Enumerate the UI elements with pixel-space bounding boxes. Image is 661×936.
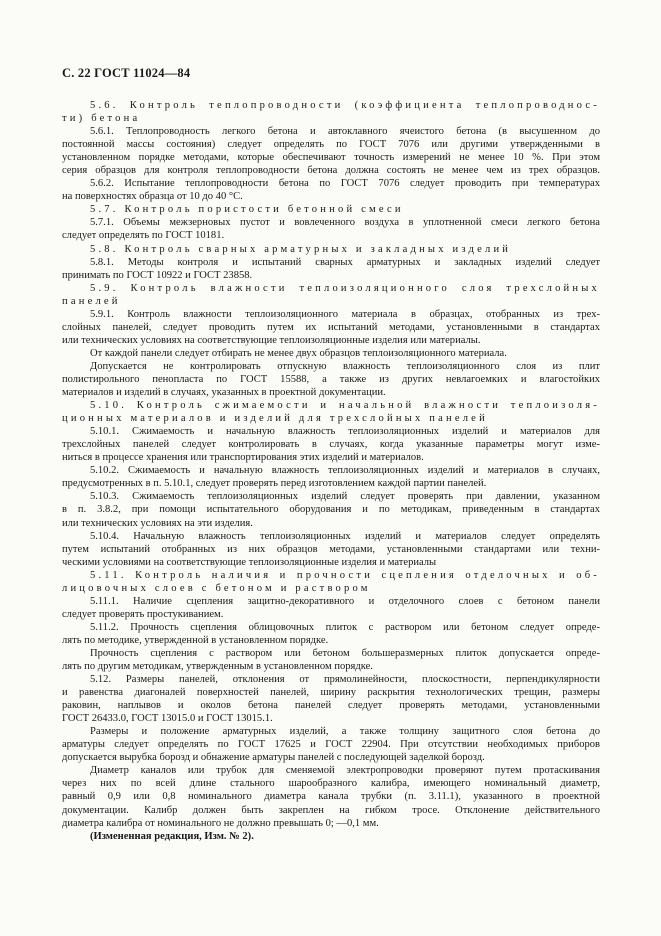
text-line: на поверхностях образца от 10 до 40 °С. xyxy=(62,191,243,203)
page-header: С. 22 ГОСТ 11024—84 xyxy=(62,66,191,80)
text-line: Размеры и положение арматурных изделий, а также толщину защитного слоя бетона до xyxy=(90,726,600,738)
text-line: принимать по ГОСТ 10922 и ГОСТ 23858. xyxy=(62,269,253,281)
text-line: ти) бетона xyxy=(62,113,141,125)
document-body xyxy=(62,99,600,843)
text-line: лицовочных слоев с бетоном и раствором xyxy=(62,582,371,594)
text-line: Допускается не контролировать отпускную влажность теплоизоляционного слоя из плит xyxy=(90,360,600,372)
text-line: 5.10.3. Сжимаемость теплоизоляционных изделий следует проверять при давлении, указанном xyxy=(90,491,600,503)
text-line: ческими условиями на соответствующие теплоизоляционные изделия и материалы xyxy=(62,556,437,568)
text-line: ниться в процессе хранения или транспортирования этих изделий и материалов. xyxy=(62,452,424,464)
text-line: 5.10.4. Начальную влажность теплоизоляционных изделий и материалов следует определять xyxy=(90,530,600,542)
text-line: 5.7. Контроль пористости бетонной смеси xyxy=(90,204,404,216)
text-line: в п. 3.8.2, при помощи испытательного оборудования и по методикам, приведенным в стандартах xyxy=(62,504,600,516)
text-line: и равенства диагоналей поверхностей панелей, ширину раскрытия технологических трещин, размеры xyxy=(62,687,600,699)
text-line: 5.7.1. Объемы межзерновых пустот и вовлеченного воздуха в уплотненной смеси легкого бетона xyxy=(90,217,600,229)
text-line: арматуры следует определять по ГОСТ 17625 и ГОСТ 22904. При отсутствии необходимых приборов xyxy=(62,739,600,751)
text-line: установленном порядке методами, которые обеспечивают точность измерений не менее 10 %. При этом xyxy=(62,152,600,164)
text-line: 5.6. Контроль теплопроводности (коэффициента теплопроводнос- xyxy=(90,100,600,111)
text-line: через них по всей длине стального шарообразного калибра, имеющего номинальный диаметр, xyxy=(62,778,600,790)
text-line: От каждой панели следует отбирать не менее двух образцов теплоизоляционного материала. xyxy=(90,347,507,359)
text-line: лять по другим методикам, утвержденным в установленном порядке. xyxy=(62,661,373,673)
text-line: допускается вырубка борозд и обнажение арматуры панелей с последующей заделкой борозд. xyxy=(62,752,485,764)
text-line: 5.11.2. Прочность сцепления облицовочных плиток с раствором или бетоном следует опреде- xyxy=(90,621,600,633)
text-line: 5.10.1. Сжимаемость и начальную влажность теплоизоляционных изделий и материалов для xyxy=(90,426,600,438)
text-line: 5.11.1. Наличие сцепления защитно-декоративного и отделочного слоев с бетоном панели xyxy=(90,595,600,607)
text-line: 5.8. Контроль сварных арматурных и закладных изделий xyxy=(90,243,512,255)
text-line: постоянной массы состояния) следует определять по ГОСТ 7076 или другими утвержденными в xyxy=(62,139,600,151)
text-line: ционных материалов и изделий для трехслойных панелей xyxy=(62,413,488,425)
text-line: материалов и изделий в случаях, указанных в проектной документации. xyxy=(62,387,386,399)
text-line: 5.10.2. Сжимаемость и начальную влажность теплоизоляционных изделий и материалов в случаях, xyxy=(90,465,600,477)
text-line: раковин, наплывов и околов бетона панелей следует проверять методами, установленными xyxy=(62,700,600,712)
text-line: Диаметр каналов или трубок для сменяемой электропроводки проверяют путем протаскивания xyxy=(90,765,600,777)
text-line: или технических условиях на эти изделия. xyxy=(62,517,253,529)
text-line: равный 0,9 или 0,8 номинального диаметра канала трубки (п. 3.11.1), указанного в проектной xyxy=(62,791,600,803)
text-line: диаметра калибра от номинального не должно превышать 0; —0,1 мм. xyxy=(62,817,379,829)
text-line: полистирольного пенопласта по ГОСТ 15588, а также из других невлагоемких и влагостойких xyxy=(62,373,600,385)
text-line: 5.12. Размеры панелей, отклонения от прямолинейности, плоскостности, перпендикулярности xyxy=(90,674,600,686)
text-line: 5.11. Контроль наличия и прочности сцепления отделочных и об- xyxy=(90,569,600,581)
text-line: документации. Калибр должен быть закреплен на гибком тросе. Отклонение действительного xyxy=(62,804,600,816)
text-line: трехслойных панелей следует контролировать в случаях, когда указанные параметры могут изме- xyxy=(62,439,600,451)
text-line: предусмотренных в п. 5.10.1, следует проверять перед изготовлением каждой партии панелей. xyxy=(62,478,487,490)
text-line: лять по методике, утвержденной в установленном порядке. xyxy=(62,634,329,646)
text-line: (Измененная редакция, Изм. № 2). xyxy=(90,830,254,842)
text-line: Прочность сцепления с раствором или бетоном большеразмерных плиток допускается опреде- xyxy=(90,647,600,659)
text-line: или технических условиях на соответствующие теплоизоляционные изделия или материалы. xyxy=(62,334,481,346)
text-line: 5.6.2. Испытание теплопроводности бетона по ГОСТ 7076 следует проводить при температурах xyxy=(90,178,600,190)
text-line: следует определять по ГОСТ 10181. xyxy=(62,230,225,242)
text-line: 5.9. Контроль влажности теплоизоляционного слоя трехслойных xyxy=(90,282,600,294)
text-line: слойных панелей, следует проводить путем их испытаний методами, установленными в стандартах xyxy=(62,321,600,333)
text-line: 5.9.1. Контроль влажности теплоизоляционного материала в образцах, отобранных из трех- xyxy=(90,308,600,320)
text-line: 5.8.1. Методы контроля и испытаний сварных арматурных и закладных изделий следует xyxy=(90,256,600,268)
text-line: серия образцов для контроля теплопроводности бетона должна состоять не менее чем из трех образцов. xyxy=(62,165,600,177)
text-line: 5.10. Контроль сжимаемости и начальной влажности теплоизоля- xyxy=(90,400,600,412)
text-line: 5.6.1. Теплопроводность легкого бетона и автоклавного ячеистого бетона (в высушенном до xyxy=(90,126,600,138)
text-line: панелей xyxy=(62,295,121,307)
text-line: путем испытаний отобранных из них образцов методами, установленными стандартами или техни- xyxy=(62,543,600,555)
text-line: ГОСТ 26433.0, ГОСТ 13015.0 и ГОСТ 13015.1. xyxy=(62,713,273,725)
text-line: следует проверять простукиванием. xyxy=(62,608,224,620)
